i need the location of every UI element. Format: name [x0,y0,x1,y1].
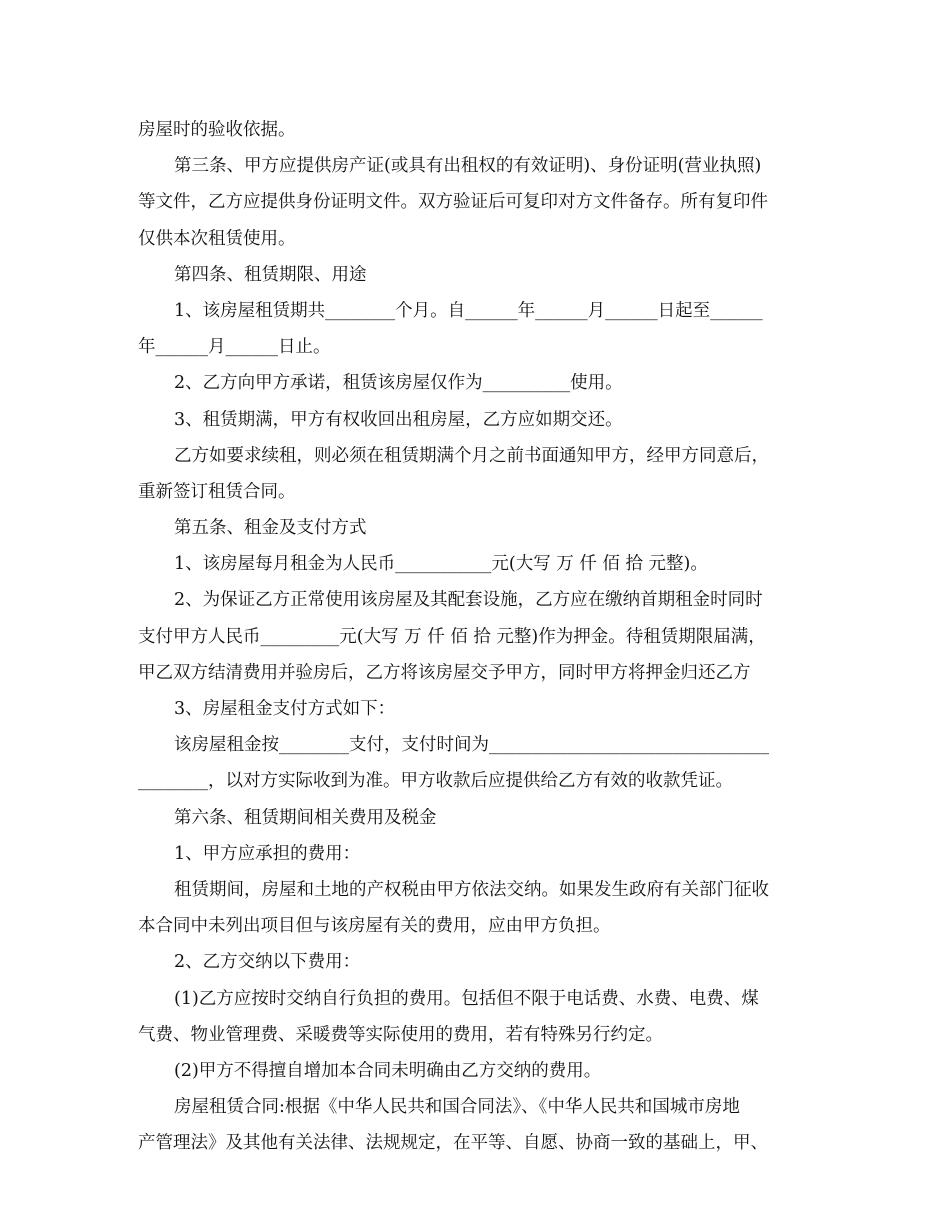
text-line: 1、该房屋租赁期共________个月。自______年______月______日起至______ [174,300,763,321]
text-line: 3、房屋租金支付方式如下： [174,699,396,719]
text-line: ________，以对方实际收到为准。甲方收款后应提供给乙方有效的收款凭证。 [138,771,733,792]
text-line: 租赁期间，房屋和土地的产权税由甲方依法交纳。如果发生政府有关部门征收 [174,879,769,900]
document-body [138,112,818,1161]
text-line: 乙方如要求续租，则必须在租赁期满个月之前书面通知甲方，经甲方同意后， [174,445,769,466]
text-line: 支付甲方人民币_________元(大写 万 仟 佰 拾 元整)作为押金。待租赁期限届满， [138,626,766,647]
text-line: 1、该房屋每月租金为人民币___________元(大写 万 仟 佰 拾 元整)。 [174,554,708,575]
text-line: 产管理法》及其他有关法律、法规规定，在平等、自愿、协商一致的基础上，甲、 [138,1133,768,1154]
text-line: 年______月______日止。 [138,337,331,358]
text-line: 该房屋租金按________支付，支付时间为________________________________ [174,735,769,756]
text-line: 第四条、租赁期限、用途 [174,264,367,285]
text-line: 本合同中未列出项目但与该房屋有关的费用，应由甲方负担。 [138,916,611,937]
text-line: 仅供本次租赁使用。 [138,228,296,249]
text-line: 第五条、租金及支付方式 [174,518,367,539]
text-line: 等文件，乙方应提供身份证明文件。双方验证后可复印对方文件备存。所有复印件 [138,192,768,213]
text-line: 气费、物业管理费、采暖费等实际使用的费用，若有特殊另行约定。 [138,1024,663,1045]
text-line: 第三条、甲方应提供房产证(或具有出租权的有效证明)、身份证明(营业执照) [174,156,762,177]
text-line: 1、甲方应承担的费用： [174,843,361,864]
text-line: 房屋租赁合同:根据《中华人民共和国合同法》、《中华人民共和国城市房地 [174,1097,740,1118]
text-line: 第六条、租赁期间相关费用及税金 [174,807,437,828]
text-line: 3、租赁期满，甲方有权收回出租房屋，乙方应如期交还。 [174,409,623,430]
text-line: (2)甲方不得擅自增加本合同未明确由乙方交纳的费用。 [174,1060,602,1081]
text-line: 2、乙方交纳以下费用： [174,952,361,973]
text-line: (1)乙方应按时交纳自行负担的费用。包括但不限于电话费、水费、电费、煤 [174,988,759,1009]
text-line: 房屋时的验收依据。 [138,120,296,140]
text-line: 2、乙方向甲方承诺，租赁该房屋仅作为__________使用。 [174,373,623,394]
text-line: 2、为保证乙方正常使用该房屋及其配套设施，乙方应在缴纳首期租金时同时 [174,590,763,611]
text-line: 重新签订租赁合同。 [138,481,296,502]
text-line: 甲乙双方结清费用并验房后，乙方将该房屋交予甲方，同时甲方将押金归还乙方 [138,662,751,683]
